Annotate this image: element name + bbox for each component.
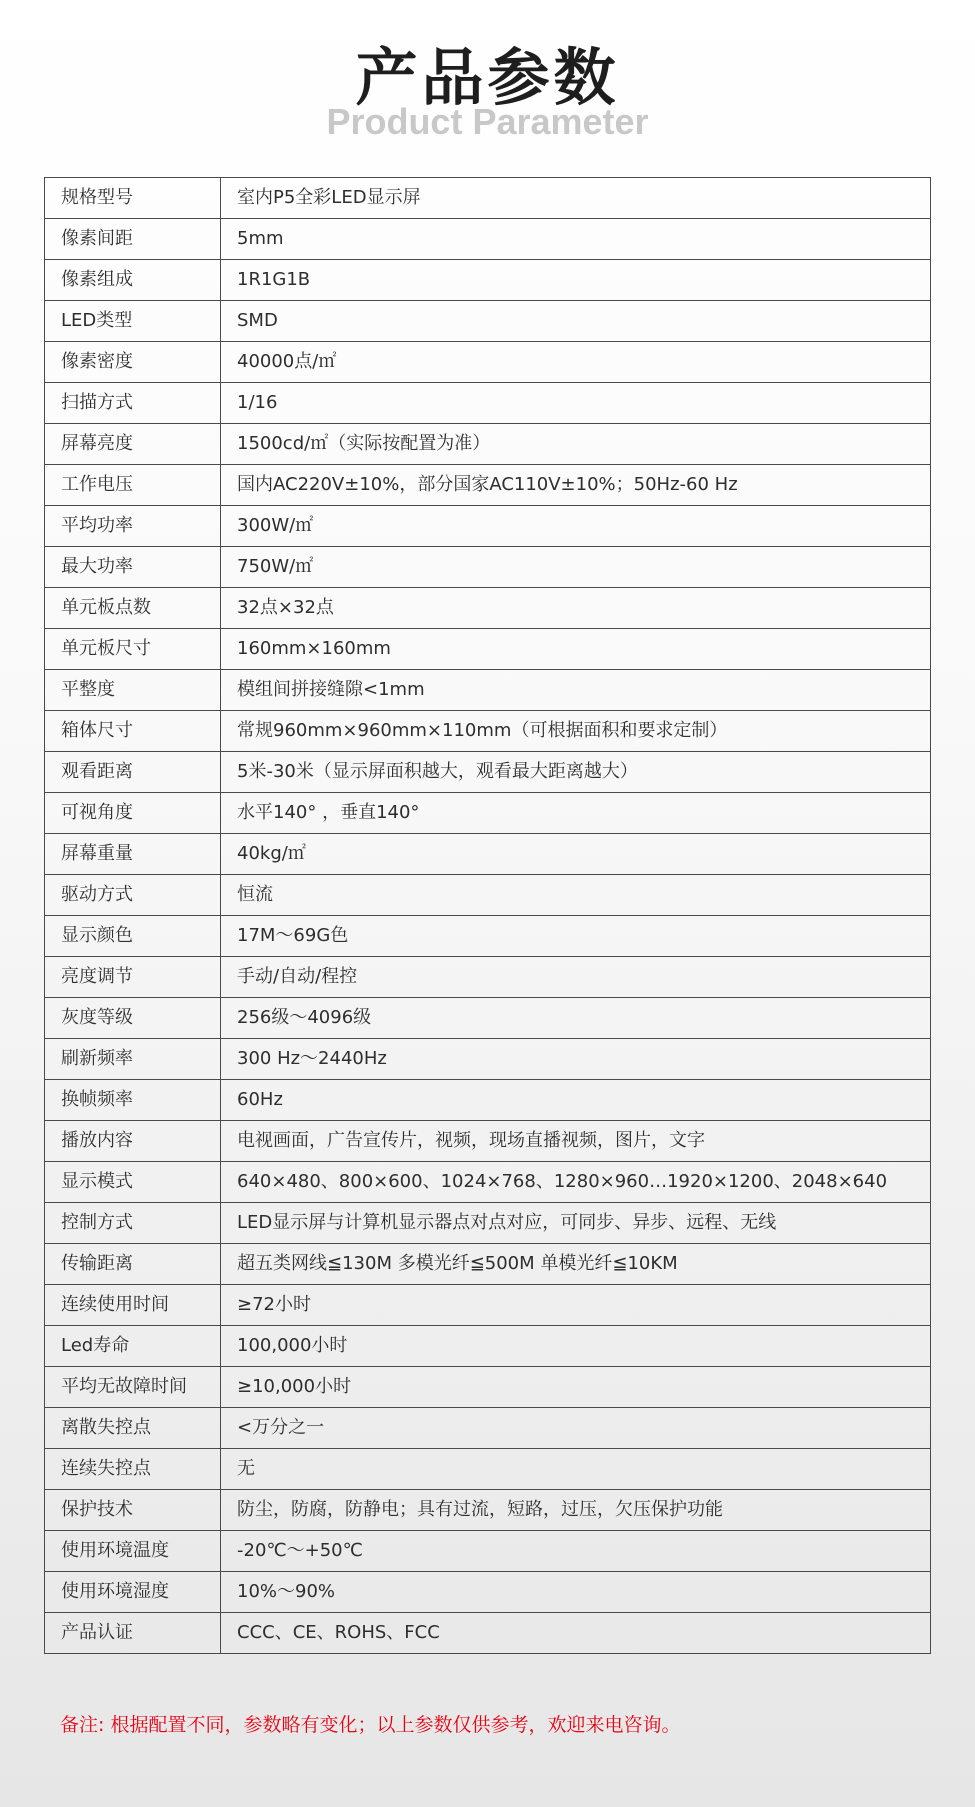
table-row (45, 547, 931, 588)
page-title: 产品参数 (355, 41, 620, 114)
param-value: 室内P5全彩LED显示屏 (221, 178, 931, 219)
table-row (45, 957, 931, 998)
table-row (45, 998, 931, 1039)
param-value: 300 Hz～2440Hz (221, 1039, 931, 1080)
param-value: 水平140° ，垂直140° (221, 793, 931, 834)
param-value: CCC、CE、ROHS、FCC (221, 1613, 931, 1654)
param-label: 扫描方式 (45, 383, 221, 424)
param-label: 显示颜色 (45, 916, 221, 957)
param-value: -20℃～+50℃ (221, 1531, 931, 1572)
param-label: 刷新频率 (45, 1039, 221, 1080)
param-label: 像素密度 (45, 342, 221, 383)
table-row (45, 383, 931, 424)
table-row (45, 1121, 931, 1162)
param-label: 连续使用时间 (45, 1285, 221, 1326)
param-value: 640×480、800×600、1024×768、1280×960…1920×1200、2048×640 (221, 1162, 931, 1203)
table-row (45, 1490, 931, 1531)
param-label: 工作电压 (45, 465, 221, 506)
param-label: 传输距离 (45, 1244, 221, 1285)
table-row (45, 1367, 931, 1408)
table-row (45, 301, 931, 342)
table-row (45, 1203, 931, 1244)
param-value: 32点×32点 (221, 588, 931, 629)
table-row (45, 1244, 931, 1285)
table-row (45, 1326, 931, 1367)
param-label: 平均无故障时间 (45, 1367, 221, 1408)
param-value: <万分之一 (221, 1408, 931, 1449)
param-value: 防尘，防腐，防静电；具有过流，短路，过压，欠压保护功能 (221, 1490, 931, 1531)
param-label: 可视角度 (45, 793, 221, 834)
param-label: 像素间距 (45, 219, 221, 260)
param-label: LED类型 (45, 301, 221, 342)
param-value: 电视画面，广告宣传片，视频，现场直播视频，图片，文字 (221, 1121, 931, 1162)
param-value: 模组间拼接缝隙<1mm (221, 670, 931, 711)
page-subtitle: Product Parameter (326, 101, 649, 142)
param-value: 5米-30米（显示屏面积越大，观看最大距离越大） (221, 752, 931, 793)
table-row (45, 793, 931, 834)
param-label: 平均功率 (45, 506, 221, 547)
param-value: 750W/㎡ (221, 547, 931, 588)
param-value: 17M～69G色 (221, 916, 931, 957)
parameter-table-body (45, 178, 931, 1654)
table-row (45, 1572, 931, 1613)
param-label: 连续失控点 (45, 1449, 221, 1490)
param-value: 40000点/㎡ (221, 342, 931, 383)
table-row (45, 1613, 931, 1654)
table-row (45, 506, 931, 547)
table-row (45, 424, 931, 465)
param-label: 灰度等级 (45, 998, 221, 1039)
param-label: 离散失控点 (45, 1408, 221, 1449)
table-row (45, 465, 931, 506)
table-row (45, 916, 931, 957)
table-row (45, 1531, 931, 1572)
table-row (45, 1285, 931, 1326)
table-row (45, 588, 931, 629)
param-label: 平整度 (45, 670, 221, 711)
table-row (45, 875, 931, 916)
param-value: 60Hz (221, 1080, 931, 1121)
param-value: 5mm (221, 219, 931, 260)
param-label: 观看距离 (45, 752, 221, 793)
param-value: 恒流 (221, 875, 931, 916)
param-label: 驱动方式 (45, 875, 221, 916)
param-label: 单元板点数 (45, 588, 221, 629)
param-label: 显示模式 (45, 1162, 221, 1203)
param-label: 规格型号 (45, 178, 221, 219)
page-header (0, 0, 975, 150)
parameter-table (44, 177, 931, 1654)
table-row (45, 711, 931, 752)
param-value: 1R1G1B (221, 260, 931, 301)
param-value: SMD (221, 301, 931, 342)
table-row (45, 219, 931, 260)
param-label: 单元板尺寸 (45, 629, 221, 670)
param-value: 40kg/㎡ (221, 834, 931, 875)
table-row (45, 1039, 931, 1080)
param-value: ≥72小时 (221, 1285, 931, 1326)
table-row (45, 1449, 931, 1490)
param-value: 超五类网线≦130M 多模光纤≦500M 单模光纤≦10KM (221, 1244, 931, 1285)
param-value: 1500cd/㎡（实际按配置为准） (221, 424, 931, 465)
param-label: 屏幕亮度 (45, 424, 221, 465)
table-row (45, 752, 931, 793)
param-value: 10%～90% (221, 1572, 931, 1613)
table-row (45, 1408, 931, 1449)
param-label: 屏幕重量 (45, 834, 221, 875)
footnote: 备注: 根据配置不同，参数略有变化；以上参数仅供参考，欢迎来电咨询。 (60, 1714, 681, 1736)
param-value: 1/16 (221, 383, 931, 424)
param-label: 亮度调节 (45, 957, 221, 998)
param-label: 保护技术 (45, 1490, 221, 1531)
table-row (45, 1080, 931, 1121)
param-value: ≥10,000小时 (221, 1367, 931, 1408)
param-label: 使用环境湿度 (45, 1572, 221, 1613)
param-value: 常规960mm×960mm×110mm（可根据面积和要求定制） (221, 711, 931, 752)
table-row (45, 629, 931, 670)
table-row (45, 670, 931, 711)
param-label: 播放内容 (45, 1121, 221, 1162)
param-label: 控制方式 (45, 1203, 221, 1244)
table-row (45, 834, 931, 875)
param-value: 手动/自动/程控 (221, 957, 931, 998)
table-row (45, 260, 931, 301)
param-label: 像素组成 (45, 260, 221, 301)
table-row (45, 178, 931, 219)
param-label: 最大功率 (45, 547, 221, 588)
param-label: 换帧频率 (45, 1080, 221, 1121)
param-value: 160mm×160mm (221, 629, 931, 670)
param-value: LED显示屏与计算机显示器点对点对应，可同步、异步、远程、无线 (221, 1203, 931, 1244)
table-row (45, 342, 931, 383)
param-value: 300W/㎡ (221, 506, 931, 547)
param-value: 国内AC220V±10%，部分国家AC110V±10%；50Hz-60 Hz (221, 465, 931, 506)
param-label: Led寿命 (45, 1326, 221, 1367)
param-value: 无 (221, 1449, 931, 1490)
param-value: 256级～4096级 (221, 998, 931, 1039)
param-label: 使用环境温度 (45, 1531, 221, 1572)
param-label: 箱体尺寸 (45, 711, 221, 752)
param-label: 产品认证 (45, 1613, 221, 1654)
param-value: 100,000小时 (221, 1326, 931, 1367)
table-row (45, 1162, 931, 1203)
